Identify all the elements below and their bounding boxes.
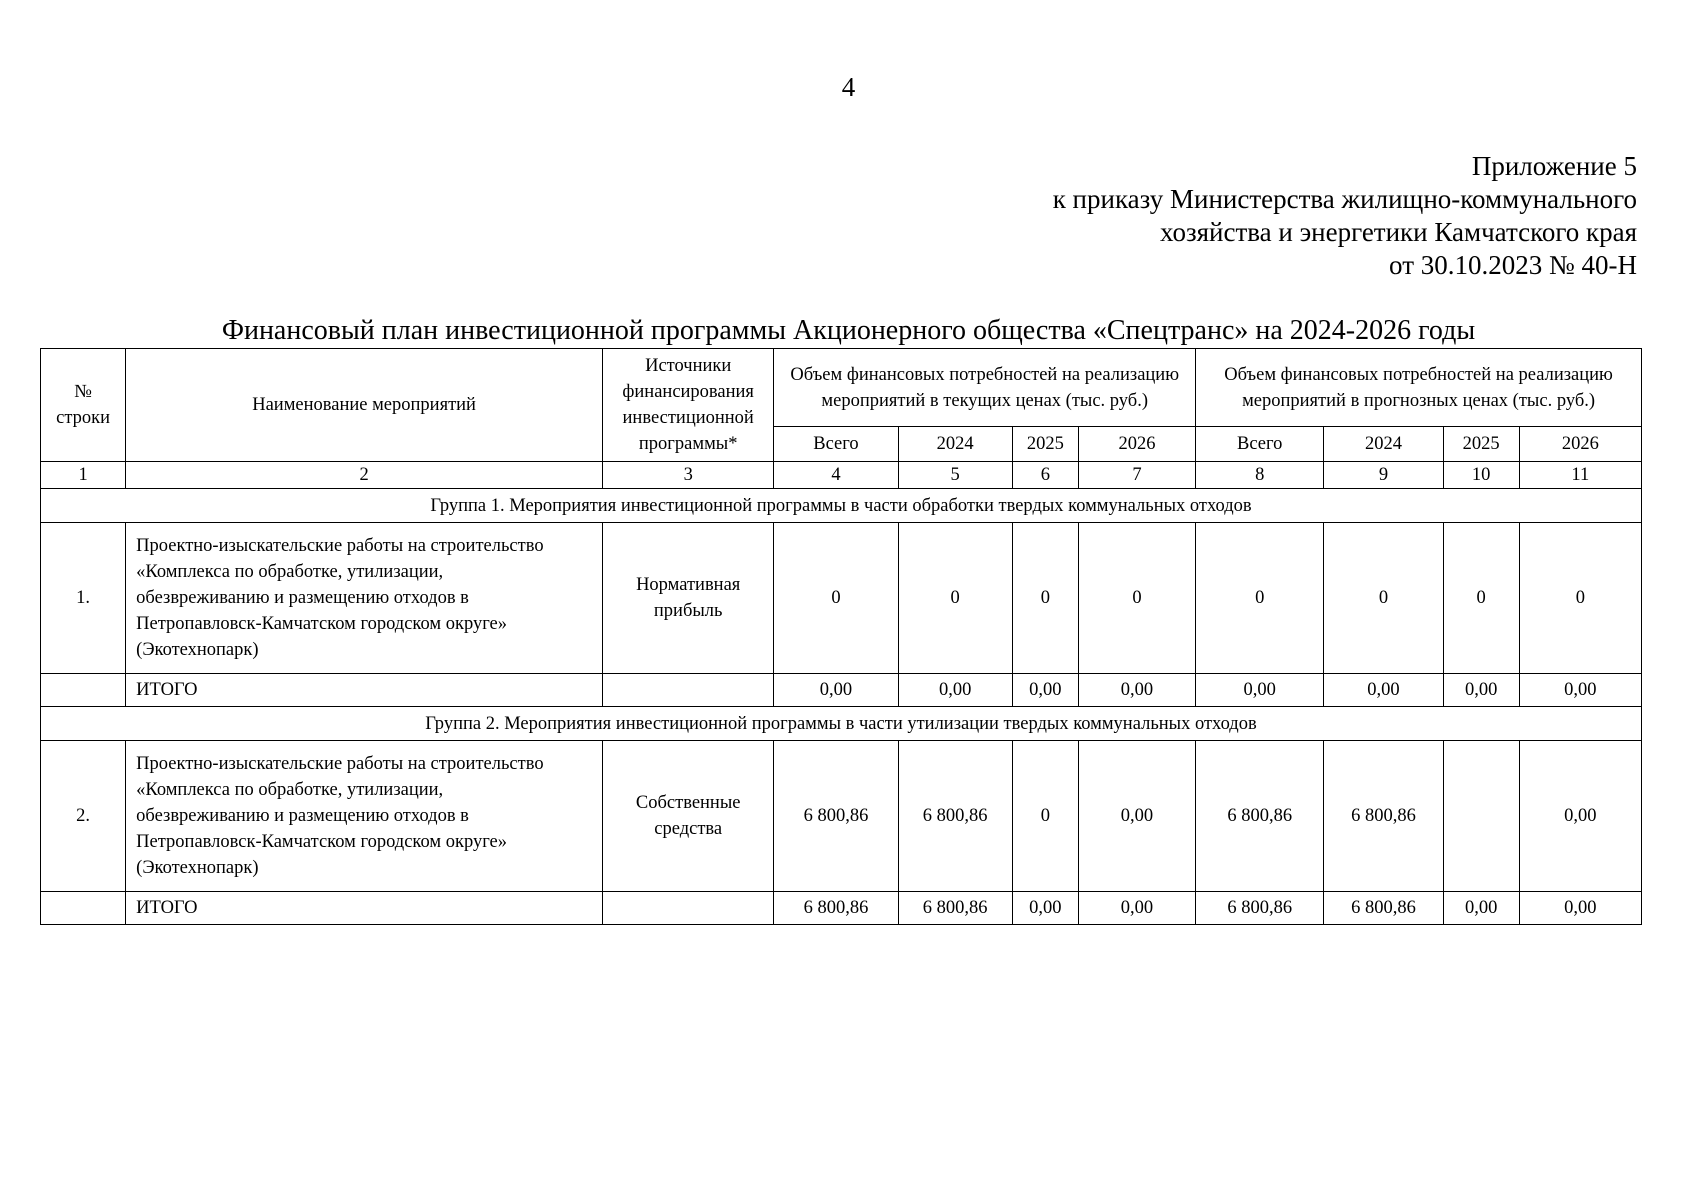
total-row <box>41 892 1642 925</box>
value-cell: 0 <box>1078 523 1195 674</box>
total-label: ИТОГО <box>126 674 603 707</box>
value-cell: 0 <box>1324 523 1443 674</box>
activity-name <box>126 741 603 892</box>
empty-cell <box>603 892 774 925</box>
header-current-prices: Объем финансовых потребностей на реализацию мероприятий в текущих ценах (тыс. руб.) <box>774 349 1196 427</box>
header-sources: Источники финансирования инвестиционной программы* <box>603 349 774 462</box>
column-number: 4 <box>774 462 898 489</box>
value-cell: 6 800,86 <box>774 741 898 892</box>
activity-name <box>126 523 603 674</box>
total-value: 6 800,86 <box>774 892 898 925</box>
value-cell: 6 800,86 <box>1324 741 1443 892</box>
document-title: Финансовый план инвестиционной программы Акционерного общества «Спецтранс» на 2024-2026 годы <box>221 315 1476 346</box>
column-number: 2 <box>126 462 603 489</box>
value-cell: 0 <box>1443 523 1519 674</box>
subheader-cell: 2024 <box>898 427 1012 462</box>
value-cell: 6 800,86 <box>898 741 1012 892</box>
column-number: 3 <box>603 462 774 489</box>
appendix-block <box>1053 150 1637 282</box>
activity-name-line: (Экотехнопарк) <box>136 858 259 878</box>
total-value: 0,00 <box>1519 892 1641 925</box>
financial-plan-table <box>40 348 1642 925</box>
activity-name-line: Петропавловск-Камчатском городском округе» <box>136 614 508 634</box>
column-number: 10 <box>1443 462 1519 489</box>
page-number: 4 <box>841 72 856 102</box>
total-value: 0,00 <box>898 674 1012 707</box>
subheader-cell: 2025 <box>1443 427 1519 462</box>
group-title: Группа 2. Мероприятия инвестиционной программы в части утилизации твердых коммунальных отходов <box>41 707 1642 741</box>
appendix-line: хозяйства и энергетики Камчатского края <box>1159 217 1637 247</box>
subheader-cell: 2026 <box>1519 427 1641 462</box>
header-forecast-prices: Объем финансовых потребностей на реализацию мероприятий в прогнозных ценах (тыс. руб.) <box>1196 349 1642 427</box>
funding-source: Нормативная прибыль <box>603 523 774 674</box>
group-title: Группа 1. Мероприятия инвестиционной программы в части обработки твердых коммунальных отходов <box>41 489 1642 523</box>
value-cell: 6 800,86 <box>1196 741 1324 892</box>
subheader-cell: 2025 <box>1012 427 1078 462</box>
total-value: 0,00 <box>774 674 898 707</box>
table-row <box>41 741 1642 892</box>
activity-name-line: обезвреживанию и размещению отходов в <box>136 588 469 608</box>
empty-cell <box>41 674 126 707</box>
activity-name-line: Проектно-изыскательские работы на строительство <box>136 754 544 774</box>
column-number: 1 <box>41 462 126 489</box>
value-cell: 0 <box>898 523 1012 674</box>
subheader-cell: Всего <box>1196 427 1324 462</box>
funding-source: Собственные средства <box>603 741 774 892</box>
column-number: 11 <box>1519 462 1641 489</box>
total-value: 6 800,86 <box>898 892 1012 925</box>
total-value: 0,00 <box>1012 892 1078 925</box>
column-number: 9 <box>1324 462 1443 489</box>
value-cell <box>1443 741 1519 892</box>
total-row <box>41 674 1642 707</box>
empty-cell <box>603 674 774 707</box>
activity-name-line: «Комплекса по обработке, утилизации, <box>136 562 444 582</box>
total-value: 6 800,86 <box>1324 892 1443 925</box>
value-cell: 0 <box>1012 741 1078 892</box>
table-row <box>41 523 1642 674</box>
subheader-cell: 2024 <box>1324 427 1443 462</box>
total-value: 6 800,86 <box>1196 892 1324 925</box>
subheader-cell: 2026 <box>1078 427 1195 462</box>
appendix-line: Приложение 5 <box>1471 151 1637 181</box>
value-cell: 0 <box>1519 523 1641 674</box>
total-value: 0,00 <box>1443 674 1519 707</box>
total-value: 0,00 <box>1443 892 1519 925</box>
header-row-number: № строки <box>41 349 126 462</box>
value-cell: 0,00 <box>1519 741 1641 892</box>
total-value: 0,00 <box>1078 674 1195 707</box>
column-number: 7 <box>1078 462 1195 489</box>
column-number: 8 <box>1196 462 1324 489</box>
activity-name-line: обезвреживанию и размещению отходов в <box>136 806 469 826</box>
appendix-line: к приказу Министерства жилищно-коммунального <box>1052 184 1637 214</box>
total-value: 0,00 <box>1519 674 1641 707</box>
activity-name-line: (Экотехнопарк) <box>136 640 259 660</box>
column-number: 6 <box>1012 462 1078 489</box>
subheader-cell: Всего <box>774 427 898 462</box>
row-number: 1. <box>41 523 126 674</box>
appendix-line: от 30.10.2023 № 40-Н <box>1389 250 1637 280</box>
empty-cell <box>41 892 126 925</box>
total-value: 0,00 <box>1012 674 1078 707</box>
value-cell: 0 <box>1012 523 1078 674</box>
row-number: 2. <box>41 741 126 892</box>
value-cell: 0 <box>1196 523 1324 674</box>
value-cell: 0,00 <box>1078 741 1195 892</box>
total-value: 0,00 <box>1196 674 1324 707</box>
total-label: ИТОГО <box>126 892 603 925</box>
header-name: Наименование мероприятий <box>126 349 603 462</box>
value-cell: 0 <box>774 523 898 674</box>
column-number-row <box>41 462 1642 489</box>
activity-name-line: «Комплекса по обработке, утилизации, <box>136 780 444 800</box>
activity-name-line: Петропавловск-Камчатском городском округе» <box>136 832 508 852</box>
column-number: 5 <box>898 462 1012 489</box>
activity-name-line: Проектно-изыскательские работы на строительство <box>136 536 544 556</box>
total-value: 0,00 <box>1078 892 1195 925</box>
total-value: 0,00 <box>1324 674 1443 707</box>
